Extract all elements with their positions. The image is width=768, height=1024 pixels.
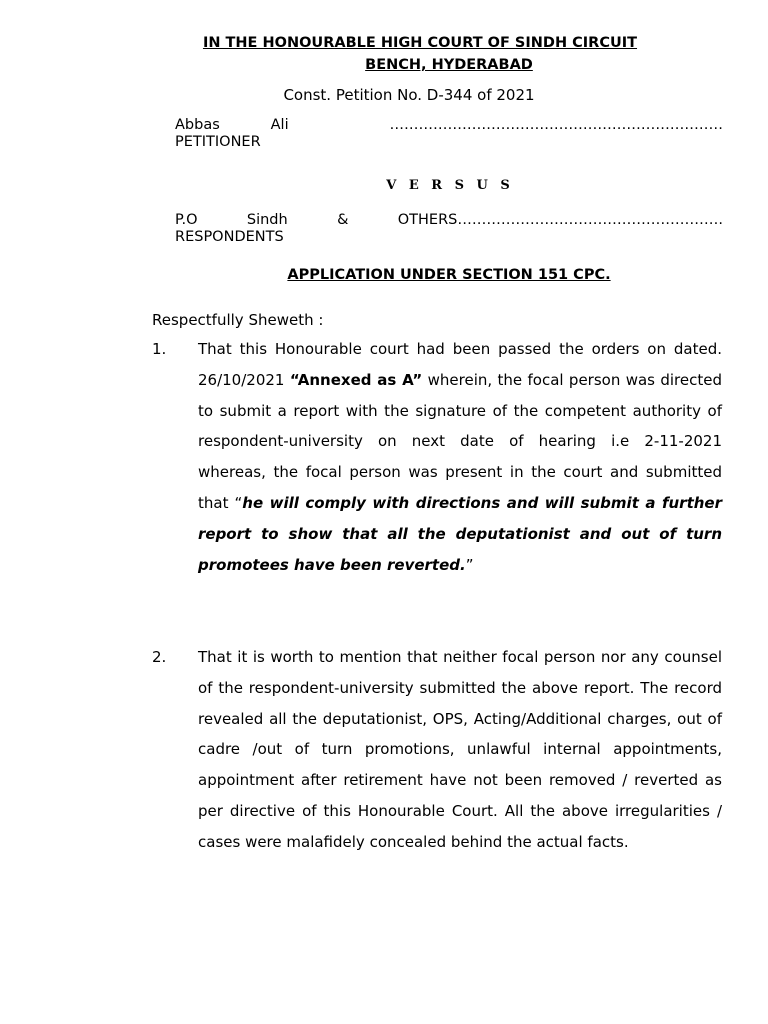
court-heading-line1: IN THE HONOURABLE HIGH COURT OF SINDH CIRCUIT: [202, 35, 638, 51]
petitioner-dots: ……………………………………………………………: [389, 117, 723, 133]
petitioner-name-first: Abbas: [175, 117, 220, 133]
paragraph-text: That this Honourable court had been passed the orders on dated. 26/10/2021: [198, 340, 722, 389]
annexure-reference: “Annexed as A”: [289, 370, 423, 389]
petitioner-name-last: Ali: [270, 117, 289, 133]
respondent-name-part4-with-dots: [398, 212, 723, 229]
petitioner-role: PETITIONER: [175, 134, 261, 150]
application-title: APPLICATION UNDER SECTION 151 CPC.: [287, 267, 611, 283]
respondent-name-part2: Sindh: [246, 212, 288, 228]
petitioner-block: [175, 117, 723, 151]
respondent-dots: ……………………………………………….: [457, 212, 723, 228]
paragraph-text: wherein, the focal person was directed to submit a report with the signature of the competent authority of respondent-university on next date of hearing i.e 2-11-2021 whereas, the focal person was present in the court and submitted that “: [198, 370, 722, 512]
respondent-name-others: OTHERS: [397, 212, 458, 228]
paragraph-number: 1.: [152, 340, 167, 358]
paragraph-body: [198, 334, 722, 580]
petition-number: Const. Petition No. D-344 of 2021: [283, 86, 535, 104]
paragraph-2: [152, 642, 722, 858]
closing-quote: ”: [465, 555, 474, 574]
petitioner-name-row: [175, 117, 723, 134]
respondent-name-part3: &: [337, 212, 349, 228]
salutation: Respectfully Sheweth :: [152, 311, 324, 329]
respondent-role: RESPONDENTS: [175, 229, 284, 245]
court-heading-line2: BENCH, HYDERABAD: [365, 57, 533, 73]
paragraph-number: 2.: [152, 648, 167, 666]
respondent-name-row: [175, 212, 723, 229]
versus-label: V E R S U S: [386, 178, 514, 193]
respondent-block: [175, 212, 723, 246]
respondent-name-part1: P.O: [175, 212, 198, 228]
paragraph-body: That it is worth to mention that neither focal person nor any counsel of the respondent-university submitted the above report. The record revealed all the deputationist, OPS, Acting/Additional charges, out of cadre /out of turn promotions, unlawful internal appointments, appointment after retirement have not been removed / reverted as per directive of this Honourable Court. All the above irregularities / cases were malafidely concealed behind the actual facts.: [198, 648, 722, 851]
quoted-submission: he will comply with directions and will submit a further report to show that all the deputationist and out of turn promotees have been reverted.: [198, 493, 722, 574]
paragraph-1: [152, 334, 722, 580]
